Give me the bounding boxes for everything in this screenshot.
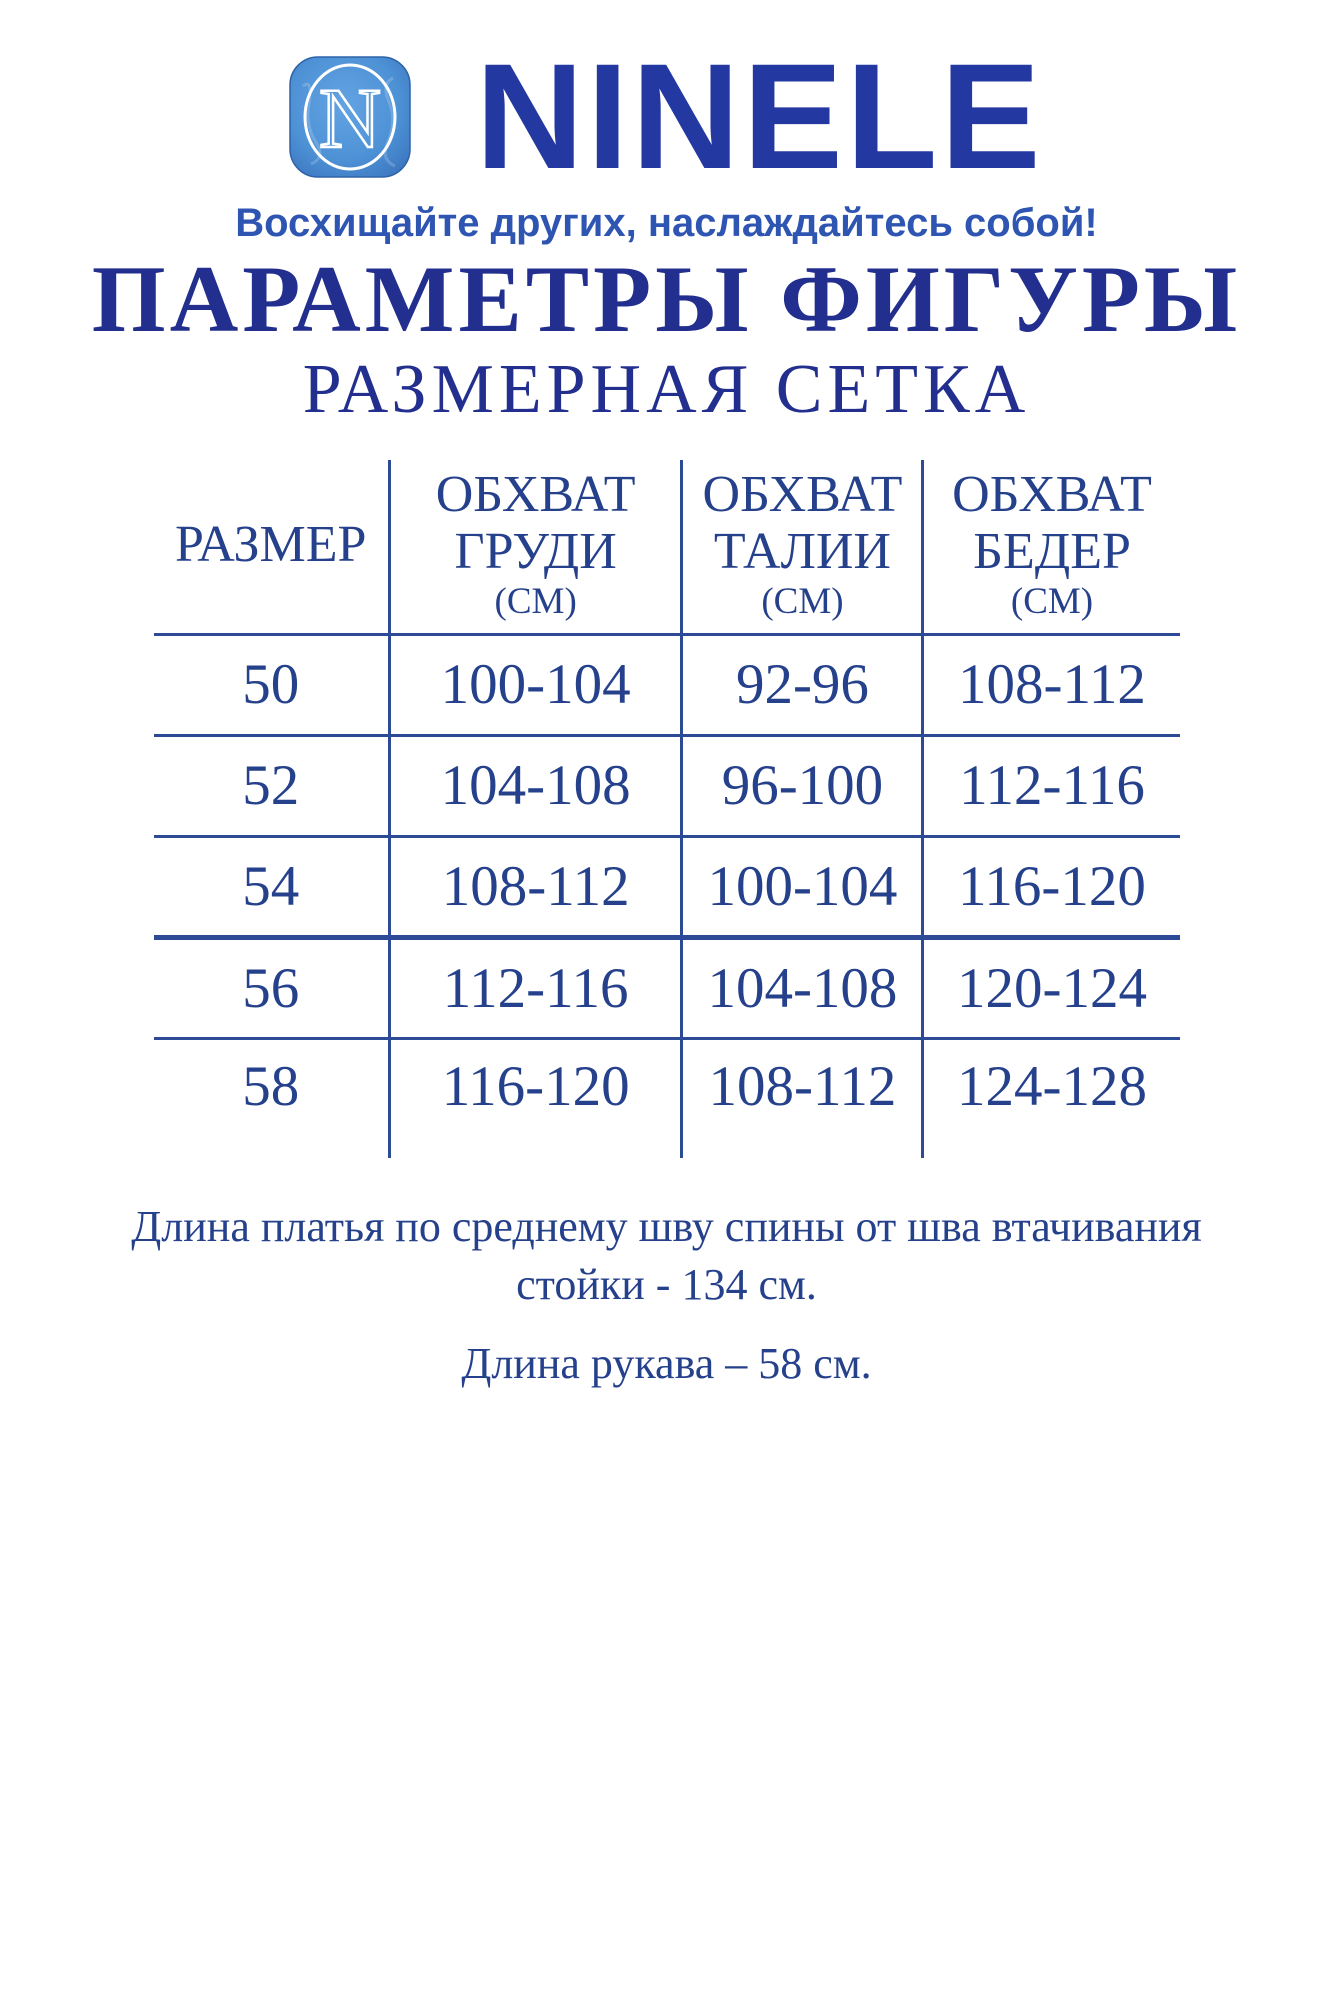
chest-cell: 112-116 (389, 937, 681, 1038)
size-cell: 58 (154, 1038, 390, 1158)
header-row (154, 460, 1180, 635)
header-cell-hips (923, 460, 1180, 635)
waist-cell: 92-96 (682, 634, 923, 735)
hips-cell: 108-112 (923, 634, 1180, 735)
ninele-logo-icon (289, 56, 411, 178)
brand-wordmark: NINELE (475, 32, 1044, 201)
sleeve-length-note: Длина рукава – 58 см. (461, 1338, 872, 1388)
hips-cell: 120-124 (923, 937, 1180, 1038)
hips-cell: 116-120 (923, 836, 1180, 937)
table-row (154, 836, 1180, 937)
header-label: ОБХВАТ ГРУДИ (435, 465, 636, 580)
header-label: ОБХВАТ БЕДЕР (952, 465, 1152, 580)
waist-cell: 100-104 (682, 836, 923, 937)
page-title: ПАРАМЕТРЫ ФИГУРЫ (91, 246, 1242, 352)
chest-cell: 116-120 (389, 1038, 681, 1158)
size-grid-table (154, 460, 1180, 1159)
hips-cell: 124-128 (957, 1055, 1147, 1119)
brand-tagline: Восхищайте других, наслаждайтесь собой! (235, 201, 1098, 245)
chest-cell: 104-108 (389, 735, 681, 836)
size-grid-header (154, 460, 1180, 635)
chest-cell: 108-112 (389, 836, 681, 937)
table-row (154, 634, 1180, 735)
brand-header (0, 32, 1333, 201)
table-row (154, 1038, 1180, 1158)
header-cell-waist (682, 460, 923, 635)
waist-cell: 108-112 (682, 1038, 923, 1158)
svg-text:N: N (319, 70, 382, 166)
unit-label: (СМ) (1010, 581, 1094, 623)
size-cell: 56 (154, 937, 390, 1038)
dress-length-note: Длина платья по среднему шву спины от шва втачивания стойки - 134 см. (131, 1202, 1202, 1309)
header-label: РАЗМЕР (174, 515, 367, 573)
unit-label: (СМ) (494, 581, 577, 623)
page-subtitle: РАЗМЕРНАЯ СЕТКА (302, 350, 1031, 428)
hips-cell: 112-116 (923, 735, 1180, 836)
measurement-notes (107, 1198, 1227, 1392)
header-cell-chest (389, 460, 681, 635)
size-cell: 54 (154, 836, 390, 937)
size-cell: 52 (154, 735, 390, 836)
header-label: ОБХВАТ ТАЛИИ (702, 465, 903, 580)
unit-label: (СМ) (761, 581, 844, 623)
table-row (154, 735, 1180, 836)
n-monogram-icon (289, 56, 411, 178)
waist-cell: 104-108 (682, 937, 923, 1038)
size-cell: 50 (154, 634, 390, 735)
size-grid-body (154, 634, 1180, 1158)
waist-cell: 96-100 (682, 735, 923, 836)
chest-cell: 100-104 (389, 634, 681, 735)
header-cell-size (154, 460, 390, 635)
table-row (154, 937, 1180, 1038)
